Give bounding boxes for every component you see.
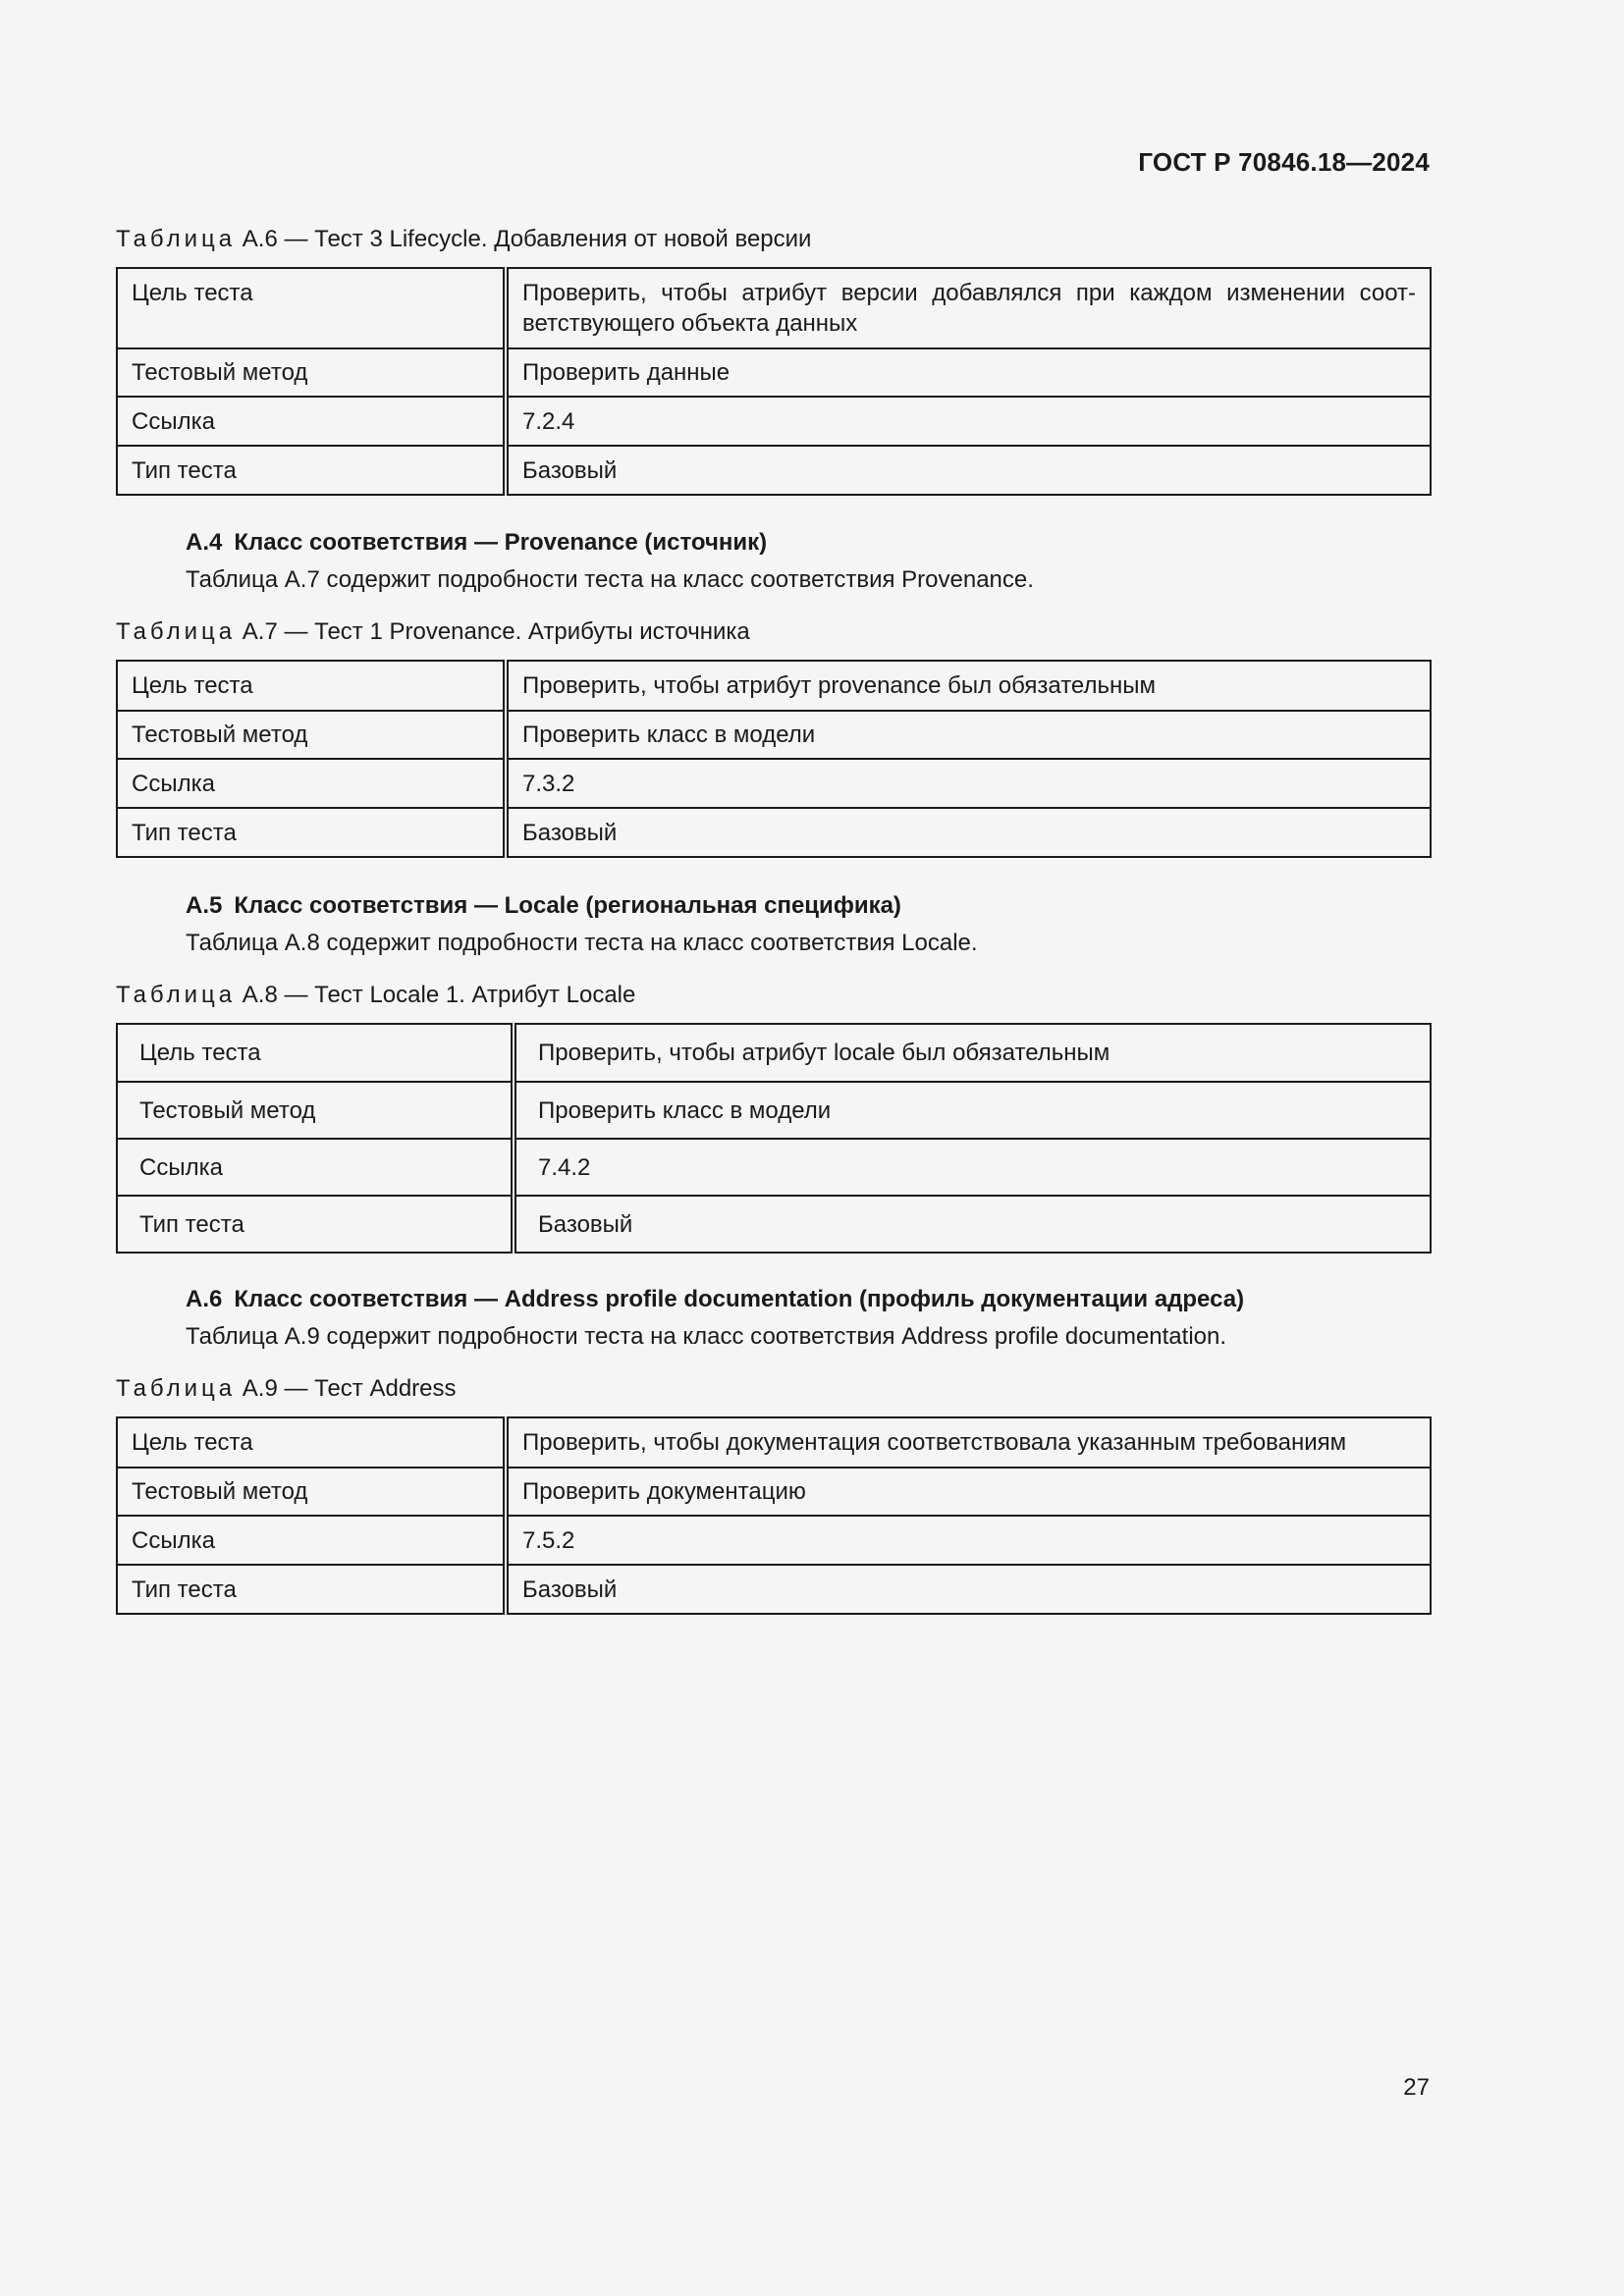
row-value: 7.4.2: [514, 1139, 1431, 1196]
row-value: Проверить, чтобы атрибут версии добавлялся при каждом изменении соот-ветствующего объекта данных: [506, 268, 1431, 348]
row-value: 7.2.4: [506, 397, 1431, 446]
table-row: [117, 348, 1431, 397]
table-a7: [116, 660, 1432, 858]
row-value: Базовый: [514, 1196, 1431, 1253]
table-row: [117, 1468, 1431, 1516]
row-value: Проверить, чтобы атрибут locale был обязательным: [514, 1024, 1431, 1082]
table-row: [117, 446, 1431, 495]
row-value: Базовый: [506, 446, 1431, 495]
table-caption-a9: [116, 1375, 457, 1403]
table-caption-a8: [116, 982, 635, 1009]
table-row: [117, 1196, 1431, 1253]
table-row: [117, 808, 1431, 857]
row-value: Базовый: [506, 808, 1431, 857]
table-row: [117, 268, 1431, 348]
row-label: Тестовый метод: [117, 348, 506, 397]
document-id: ГОСТ Р 70846.18—2024: [1138, 147, 1430, 177]
section-heading-a6: [186, 1286, 1244, 1313]
caption-prefix: Таблица: [116, 226, 237, 252]
row-value: Проверить, чтобы документация соответствовала указанным требованиям: [506, 1417, 1431, 1468]
table-row: [117, 1417, 1431, 1468]
section-heading-a4: [186, 529, 767, 557]
section-number: А.6: [186, 1286, 223, 1312]
row-label: Тип теста: [117, 446, 506, 495]
section-title: Класс соответствия — Provenance (источник): [234, 529, 768, 556]
section-intro-a5: Таблица А.8 содержит подробности теста на класс соответствия Locale.: [186, 930, 978, 956]
row-label: Цель теста: [117, 268, 506, 348]
row-label: Тестовый метод: [117, 711, 506, 759]
row-value: Проверить класс в модели: [514, 1082, 1431, 1139]
caption-prefix: Таблица: [116, 982, 237, 1008]
section-intro-a6: Таблица А.9 содержит подробности теста на класс соответствия Address profile documentation.: [186, 1323, 1227, 1350]
caption-prefix: Таблица: [116, 618, 237, 645]
section-number: А.4: [186, 529, 223, 556]
row-label: Тестовый метод: [117, 1082, 514, 1139]
section-heading-a5: [186, 892, 901, 920]
row-value: Проверить класс в модели: [506, 711, 1431, 759]
section-number: А.5: [186, 892, 223, 919]
row-value: Проверить данные: [506, 348, 1431, 397]
page-number: 27: [1403, 2074, 1430, 2101]
row-value: Проверить документацию: [506, 1468, 1431, 1516]
row-label: Ссылка: [117, 1139, 514, 1196]
caption-text: А.8 — Тест Locale 1. Атрибут Locale: [242, 982, 636, 1008]
caption-text: А.9 — Тест Address: [242, 1375, 457, 1402]
section-title: Класс соответствия — Address profile documentation (профиль документации адреса): [234, 1286, 1245, 1312]
table-row: [117, 1565, 1431, 1614]
caption-prefix: Таблица: [116, 1375, 237, 1402]
row-value: 7.3.2: [506, 759, 1431, 808]
table-row: [117, 759, 1431, 808]
section-title: Класс соответствия — Locale (региональная специфика): [234, 892, 901, 919]
table-row: [117, 711, 1431, 759]
caption-text: А.7 — Тест 1 Provenance. Атрибуты источника: [242, 618, 750, 645]
row-value: Проверить, чтобы атрибут provenance был обязательным: [506, 661, 1431, 711]
table-row: [117, 661, 1431, 711]
row-label: Цель теста: [117, 1417, 506, 1468]
row-label: Ссылка: [117, 759, 506, 808]
row-value: Базовый: [506, 1565, 1431, 1614]
caption-text: А.6 — Тест 3 Lifecycle. Добавления от новой версии: [242, 226, 812, 252]
table-row: [117, 1516, 1431, 1565]
row-label: Ссылка: [117, 397, 506, 446]
row-value: 7.5.2: [506, 1516, 1431, 1565]
row-label: Тип теста: [117, 808, 506, 857]
row-label: Цель теста: [117, 661, 506, 711]
table-row: [117, 1024, 1431, 1082]
row-label: Тип теста: [117, 1565, 506, 1614]
table-row: [117, 397, 1431, 446]
row-label: Тип теста: [117, 1196, 514, 1253]
table-row: [117, 1082, 1431, 1139]
section-intro-a4: Таблица А.7 содержит подробности теста на класс соответствия Provenance.: [186, 566, 1034, 593]
table-a8: [116, 1023, 1432, 1254]
row-label: Ссылка: [117, 1516, 506, 1565]
table-row: [117, 1139, 1431, 1196]
table-a9: [116, 1416, 1432, 1615]
table-caption-a7: [116, 618, 750, 646]
row-label: Тестовый метод: [117, 1468, 506, 1516]
table-a6: [116, 267, 1432, 496]
row-label: Цель теста: [117, 1024, 514, 1082]
table-caption-a6: [116, 226, 811, 253]
